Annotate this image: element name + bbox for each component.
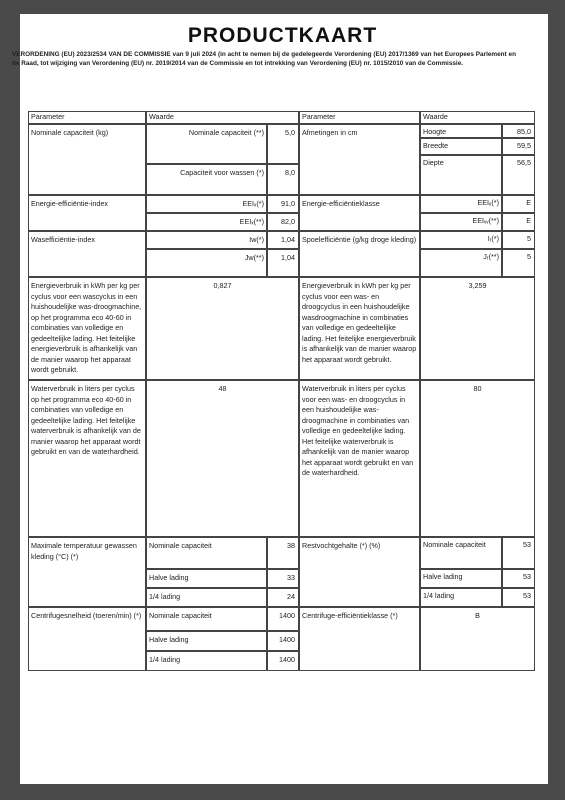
value: 82,0 xyxy=(281,217,295,226)
value: 5 xyxy=(527,252,531,261)
value-cell xyxy=(420,277,535,380)
sub-label: Nominale capaciteit xyxy=(149,541,212,550)
parameter-label: Maximale temperatuur gewassen kleding (°C) (*) xyxy=(31,541,137,561)
sub-label: Jw(**) xyxy=(244,253,264,262)
value-cell xyxy=(146,277,299,380)
value: 1400 xyxy=(279,655,295,664)
value: 1400 xyxy=(279,611,295,620)
sub-label: Jᵣ(**) xyxy=(483,252,499,261)
parameter-label: Wasefficiëntie-index xyxy=(31,235,95,244)
parameter-label: Centrifuge-efficiëntieklasse (*) xyxy=(302,611,398,620)
parameter-label: Centrifugesnelheid (toeren/min) (*) xyxy=(31,611,142,620)
parameter-label: Energieverbruik in kWh per kg per cyclus voor een wascyclus in een huishoudelijke was-droogmachine, op het programma eco 40-60 in combinaties van volledige en gedeeltelijke lading. Het feitelijke energieverbruik is afhankelijk van de manier waarop het apparaat wordt gebruikt. xyxy=(31,281,142,374)
sub-label: EEIₓ(*) xyxy=(242,199,264,208)
header-parameter: Parameter xyxy=(302,112,336,121)
value: 1,04 xyxy=(281,235,295,244)
value: 3,259 xyxy=(468,281,487,290)
parameter-label: Waterverbruik in liters per cyclus voor een was- en droogcyclus in een huishoudelijke was-droogmachine in combinaties van volledige en gedeeltelijke lading. Het feitelijke waterverbruik is afhankelijk van de manier waarop het apparaat wordt gebruikt en van de waterhardheid. xyxy=(302,384,414,477)
value: 33 xyxy=(287,573,295,582)
regulation-subtitle: VERORDENING (EU) 2023/2534 VAN DE COMMISSIE van 9 juli 2024 (in acht te nemen bij de gedelegeerde Verordening (EU) 2017/1369 van het Europees Parlement en de Raad, tot wijziging van Verordening (EU) nr. 2019/2014 van de Commissie en tot intrekking van Verordening (EU) nr. 1015/2010 van de Commissie. xyxy=(12,51,516,67)
sub-label: Nominale capaciteit (**) xyxy=(188,128,264,137)
value: 80 xyxy=(473,384,482,393)
value: 1,04 xyxy=(281,253,295,262)
header-value: Waarde xyxy=(423,112,448,121)
value: 53 xyxy=(523,572,531,581)
value: 38 xyxy=(287,541,295,550)
value: 85,0 xyxy=(517,127,531,136)
sub-label: Breedte xyxy=(423,141,449,150)
sub-label: 1/4 lading xyxy=(423,591,455,600)
value: E xyxy=(526,216,531,225)
value: 56,5 xyxy=(517,158,531,167)
sub-label: EEIᵥᵥ(**) xyxy=(472,216,499,225)
sub-label: Iᵣ(*) xyxy=(487,234,499,243)
parameter-label: Spoelefficiëntie (g/kg droge kleding) xyxy=(302,235,417,244)
parameter-label: Afmetingen in cm xyxy=(302,128,358,137)
sub-label: 1/4 lading xyxy=(149,655,181,664)
value: B xyxy=(475,611,480,620)
value: 8,0 xyxy=(285,168,295,177)
sub-label: Diepte xyxy=(423,158,444,167)
sub-label: Nominale capaciteit xyxy=(149,611,212,620)
sub-label: Halve lading xyxy=(149,573,189,582)
parameter-label: Energie-efficiëntieklasse xyxy=(302,199,380,208)
value: E xyxy=(526,198,531,207)
value: 24 xyxy=(287,592,295,601)
value: 1400 xyxy=(279,635,295,644)
sub-label: Halve lading xyxy=(149,635,189,644)
parameter-label: Nominale capaciteit (kg) xyxy=(31,128,109,137)
parameter-label: Energieverbruik in kWh per kg per cyclus voor een was- en droogcyclus in een huishoudelijke wasdroogmachine in combinaties van volledige en gedeeltelijke lading. Het feitelijke energieverbruik is afhankelijk van de manier waarop het apparaat wordt gebruikt. xyxy=(302,281,417,364)
value: 91,0 xyxy=(281,199,295,208)
value: 53 xyxy=(523,540,531,549)
value: 59,5 xyxy=(517,141,531,150)
value: 0,827 xyxy=(213,281,232,290)
parameter-label: Waterverbruik in liters per cyclus op het programma eco 40-60 in combinaties van volledige en gedeeltelijke lading. Het feitelijke waterverbruik is afhankelijk van de manier waarop het apparaat wordt gebruikt en van de waterhardheid. xyxy=(31,384,141,456)
sub-label: Hoogte xyxy=(423,127,447,136)
value: 5,0 xyxy=(285,128,295,137)
value-cell xyxy=(420,380,535,537)
header-value: Waarde xyxy=(149,112,174,121)
value-cell xyxy=(146,380,299,537)
value: 48 xyxy=(218,384,227,393)
sub-label: 1/4 lading xyxy=(149,592,181,601)
sub-label: Halve lading xyxy=(423,572,463,581)
sub-label: Iw(*) xyxy=(249,235,264,244)
parameter-label: Restvochtgehalte (*) (%) xyxy=(302,541,381,550)
sub-label: Capaciteit voor wassen (*) xyxy=(180,168,264,177)
value: 5 xyxy=(527,234,531,243)
sub-label: EEIₓ(*) xyxy=(477,198,499,207)
value: 53 xyxy=(523,591,531,600)
sub-label: EEIₓ(**) xyxy=(239,217,264,226)
header-parameter: Parameter xyxy=(31,112,65,121)
page-title: PRODUCTKAART xyxy=(187,24,378,47)
sub-label: Nominale capaciteit xyxy=(423,540,486,549)
parameter-label: Energie-efficiëntie-index xyxy=(31,199,108,208)
